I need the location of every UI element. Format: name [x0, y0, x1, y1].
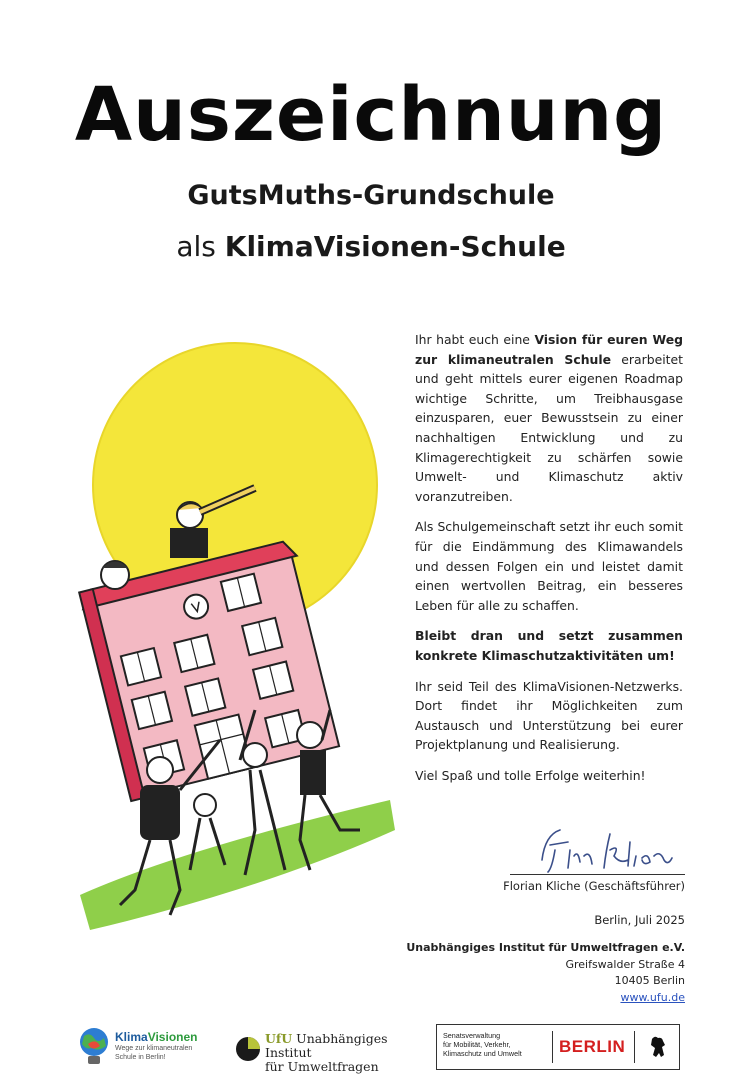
handwritten-signature [510, 820, 685, 880]
award-subtitle [0, 230, 742, 263]
paragraph-vision-start: Ihr habt euch eine [415, 332, 535, 347]
ufu-line-1: Unabhängiges Institut [265, 1031, 388, 1060]
klimavisionen-name-b: Visionen [147, 1030, 198, 1044]
klimavisionen-tagline-2: Schule in Berlin! [115, 1054, 166, 1061]
paragraph-call-to-action [415, 626, 683, 665]
klimavisionen-name-a: Klima [115, 1030, 148, 1044]
senate-line-3: Klimaschutz und Umwelt [443, 1049, 522, 1058]
award-title: Auszeichnung [74, 72, 668, 158]
paragraph-closing: Viel Spaß und tolle Erfolge weiterhin! [415, 767, 646, 783]
ufu-circle-icon [235, 1036, 261, 1062]
logo-divider [634, 1031, 635, 1063]
klimavisionen-tagline-1: Wege zur klimaneutralen [115, 1045, 193, 1052]
organization-name: Unabhängiges Institut für Umweltfragen e.V. [406, 941, 685, 954]
paragraph-vision-end: erarbeitet und geht mittels eurer eigenen Roadmap wichtige Schritte, um Treibhausgase einzusparen, euer Bewusstsein zu einer nachhaltigen Entwicklung und zu Klimagerechtigkeit zu schärfen sowie Umwelt- und Klimaschutz aktiv voranzutreiben. [415, 351, 683, 504]
organization-website-link[interactable]: www.ufu.de [620, 990, 685, 1004]
subtitle-award-name: KlimaVisionen-Schule [224, 230, 566, 263]
berlin-senate-logo [436, 1024, 680, 1070]
organization-address [400, 940, 685, 1006]
ufu-logo [235, 1030, 425, 1074]
organization-street: Greifswalder Straße 4 [565, 957, 685, 971]
place-date: Berlin, Juli 2025 [594, 913, 685, 927]
paragraph-vision [415, 330, 683, 506]
school-illustration [60, 330, 400, 940]
senate-line-1: Senatsverwaltung [443, 1031, 501, 1040]
organization-city: 10405 Berlin [614, 974, 685, 987]
senate-department-text [443, 1031, 548, 1058]
ufu-wordmark [265, 1032, 425, 1074]
award-body [415, 330, 683, 796]
logo-footer [0, 1020, 742, 1076]
ufu-abbr: UfU [265, 1031, 293, 1046]
call-to-action-text: Bleibt dran und setzt zusammen konkrete Klimaschutzaktivitäten um! [415, 628, 683, 663]
signature-line [510, 874, 685, 875]
paragraph-vision-highlight: Vision für euren Weg zur klimaneutralen Schule [415, 332, 683, 367]
lightbulb-globe-icon [78, 1026, 110, 1066]
berlin-bear-icon [643, 1033, 673, 1063]
subtitle-prefix: als [176, 230, 225, 263]
klimavisionen-logo [78, 1026, 218, 1072]
klimavisionen-wordmark [115, 1030, 197, 1062]
paragraph-network: Ihr seid Teil des KlimaVisionen-Netzwerks. Dort findet ihr Möglichkeiten zum Austausch und Unterstützung bei eurer Projektplanung und Realisierung. [415, 678, 683, 753]
paragraph-community: Als Schulgemeinschaft setzt ihr euch somit für die Eindämmung des Klimawandels und dessen Folgen ein und leistet damit einen wertvollen Beitrag, ein besseres Leben für alle zu schaffen. [415, 519, 683, 613]
grass-shape [80, 800, 395, 930]
logo-divider [552, 1031, 553, 1063]
berlin-wordmark: BERLIN [559, 1037, 626, 1056]
school-name: GutsMuths-Grundschule [187, 180, 555, 211]
senate-line-2: für Mobilität, Verkehr, [443, 1040, 511, 1049]
signer-name: Florian Kliche (Geschäftsführer) [503, 879, 685, 893]
ufu-line-2: für Umweltfragen [265, 1059, 379, 1074]
